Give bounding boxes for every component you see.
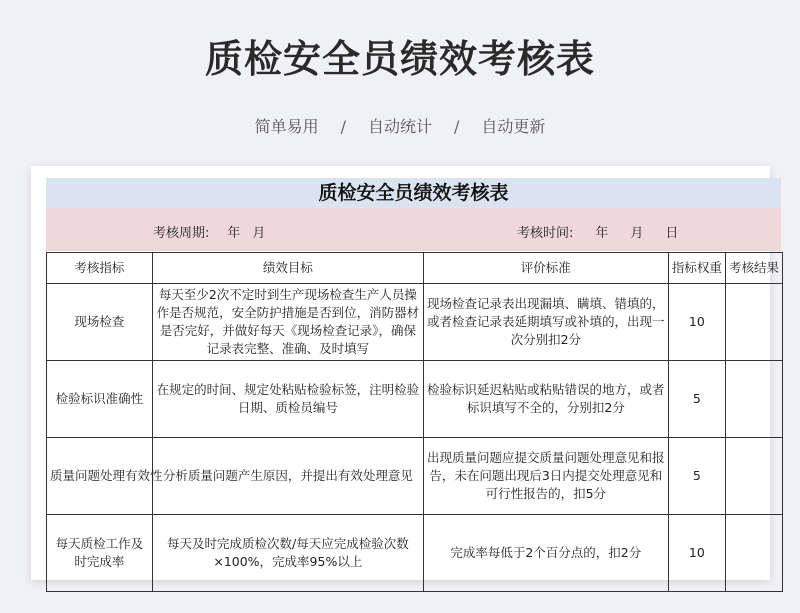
column-header: 绩效目标: [152, 253, 423, 284]
feature-tag: 自动统计: [367, 117, 432, 136]
kpi-table: [46, 252, 783, 592]
time-label: 考核时间:: [517, 226, 574, 241]
column-header: 考核结果: [725, 253, 782, 284]
page-title: 质检安全员绩效考核表: [204, 37, 595, 81]
weight-cell[interactable]: 10: [668, 515, 725, 592]
result-cell[interactable]: [725, 284, 782, 361]
feature-tag: 自动更新: [481, 117, 546, 136]
time-month[interactable]: 月: [630, 226, 644, 241]
period-month[interactable]: 月: [252, 226, 266, 241]
table-row: [47, 515, 783, 592]
table-row: [47, 438, 783, 515]
indicator-cell[interactable]: 质量问题处理有效性: [47, 438, 153, 515]
weight-cell[interactable]: 5: [668, 361, 725, 438]
result-cell[interactable]: [725, 438, 782, 515]
indicator-cell[interactable]: 每天质检工作及时完成率: [47, 515, 153, 592]
indicator-cell[interactable]: 检验标识准确性: [47, 361, 153, 438]
period-label: 考核周期:: [153, 226, 210, 241]
period-year[interactable]: 年: [227, 226, 241, 241]
assessment-time: [517, 222, 678, 241]
tag-separator: /: [454, 117, 460, 136]
feature-tags: [0, 114, 800, 137]
indicator-cell[interactable]: 现场检查: [47, 284, 153, 361]
column-header: 评价标准: [423, 253, 668, 284]
criteria-cell[interactable]: 出现质量问题应提交质量问题处理意见和报告，未在问题出现后3日内提交处理意见和可行性报告的，扣5分: [423, 438, 668, 515]
criteria-cell[interactable]: 检验标识延迟粘贴或粘贴错误的地方，或者标识填写不全的，分别扣2分: [423, 361, 668, 438]
period-row: [46, 208, 781, 251]
result-cell[interactable]: [725, 515, 782, 592]
assessment-period: [153, 222, 265, 241]
result-cell[interactable]: [725, 361, 782, 438]
sheet-title: 质检安全员绩效考核表: [46, 178, 781, 208]
column-header: 指标权重: [668, 253, 725, 284]
goal-cell[interactable]: 在规定的时间、规定处粘贴检验标签，注明检验日期、质检员编号: [152, 361, 423, 438]
goal-cell[interactable]: 分析质量问题产生原因，并提出有效处理意见: [152, 438, 423, 515]
feature-tag: 简单易用: [254, 117, 319, 136]
time-year[interactable]: 年: [595, 226, 609, 241]
table-row: [47, 361, 783, 438]
column-header: 考核指标: [47, 253, 153, 284]
weight-cell[interactable]: 10: [668, 284, 725, 361]
table-row: [47, 284, 783, 361]
table-header-row: [47, 253, 783, 284]
criteria-cell[interactable]: 完成率每低于2个百分点的，扣2分: [423, 515, 668, 592]
spreadsheet-preview: [31, 166, 779, 580]
criteria-cell[interactable]: 现场检查记录表出现漏填、瞒填、错填的，或者检查记录表延期填写或补填的，出现一次分别扣2分: [423, 284, 668, 361]
goal-cell[interactable]: 每天至少2次不定时到生产现场检查生产人员操作是否规范，安全防护措施是否到位，消防器材是否完好，并做好每天《现场检查记录》，确保记录表完整、准确、及时填写: [152, 284, 423, 361]
goal-cell[interactable]: 每天及时完成质检次数/每天应完成检验次数×100%，完成率95%以上: [152, 515, 423, 592]
weight-cell[interactable]: 5: [668, 438, 725, 515]
tag-separator: /: [340, 117, 346, 136]
time-day[interactable]: 日: [665, 226, 679, 241]
